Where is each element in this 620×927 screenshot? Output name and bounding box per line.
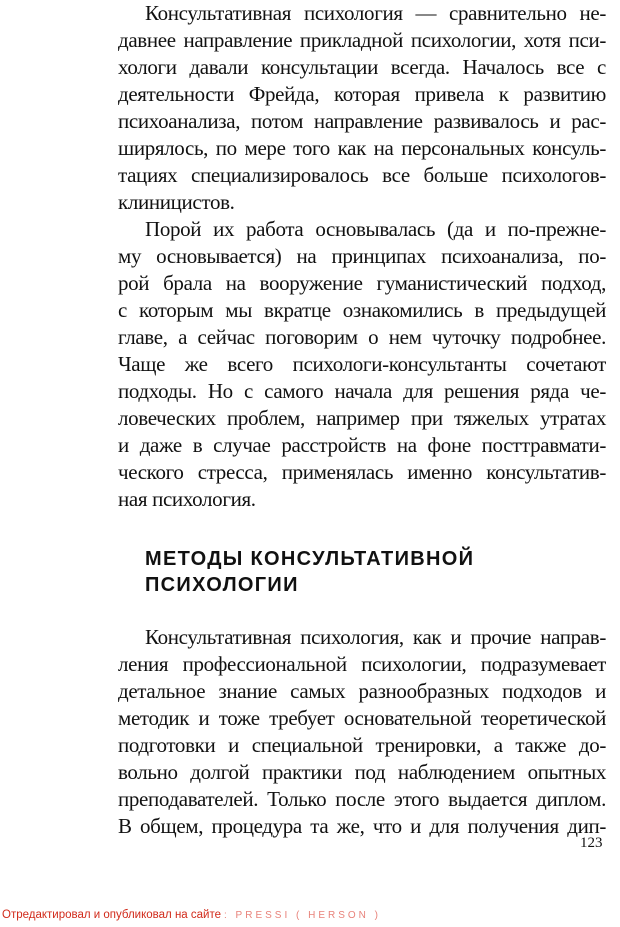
text-line: ческого стресса, применялась именно консультатив- (118, 460, 606, 484)
heading-line: ПСИХОЛОГИИ (145, 574, 299, 596)
text-line: Порой их работа основывалась (да и по-прежне- (145, 217, 606, 241)
text-line: подходы. Но с самого начала для решения ряда че- (118, 379, 606, 403)
text-line: и даже в случае расстройств на фоне посттравмати- (118, 433, 606, 457)
text-line: психоанализа, потом направление развивалось и рас- (118, 109, 606, 133)
text-line: детальное знание самых разнообразных подходов и (118, 679, 606, 703)
text-line: ная психология. (118, 487, 256, 511)
text-line: ширялось, по мере того как на персональных консуль- (118, 136, 606, 160)
text-line: главе, а сейчас поговорим о нем чуточку подробнее. (118, 325, 606, 349)
text-line: вольно долгой практики под наблюдением опытных (118, 760, 606, 784)
text-line: преподавателей. Только после этого выдается диплом. (118, 787, 606, 811)
text-line: ления профессиональной психологии, подразумевает (118, 652, 606, 676)
text-line: подготовки и специальной тренировки, а также до- (118, 733, 606, 757)
text-line: тациях специализировалось все больше психологов- (118, 163, 606, 187)
text-line: Чаще же всего психологи-консультанты сочетают (118, 352, 606, 376)
text-line: хологи давали консультации всегда. Началось все с (118, 55, 606, 79)
text-line: Консультативная психология, как и прочие направ- (145, 625, 606, 649)
text-line: давнее направление прикладной психологии, хотя пси- (118, 28, 606, 52)
text-line: клиницистов. (118, 190, 235, 214)
text-line: му основывается) на принципах психоанализа, по- (118, 244, 606, 268)
text-line: Консультативная психология — сравнительно не- (145, 1, 606, 25)
footer-label: Отредактировал и опубликовал на сайте (2, 909, 221, 921)
footer-site: : PRESSI ( HERSON ) (224, 910, 382, 921)
text-line: В общем, процедура та же, что и для получения дип- (118, 814, 606, 838)
text-line: с которым мы вкратце ознакомились в предыдущей (118, 298, 606, 322)
text-line: рой брала на вооружение гуманистический подход, (118, 271, 606, 295)
heading-line: МЕТОДЫ КОНСУЛЬТАТИВНОЙ (145, 548, 475, 570)
text-line: ловеческих проблем, например при тяжелых утратах (118, 406, 606, 430)
page-number: 123 (580, 835, 603, 851)
text-line: деятельности Фрейда, которая привела к развитию (118, 82, 606, 106)
footer-credit (2, 908, 381, 923)
text-line: методик и тоже требует основательной теоретической (118, 706, 606, 730)
